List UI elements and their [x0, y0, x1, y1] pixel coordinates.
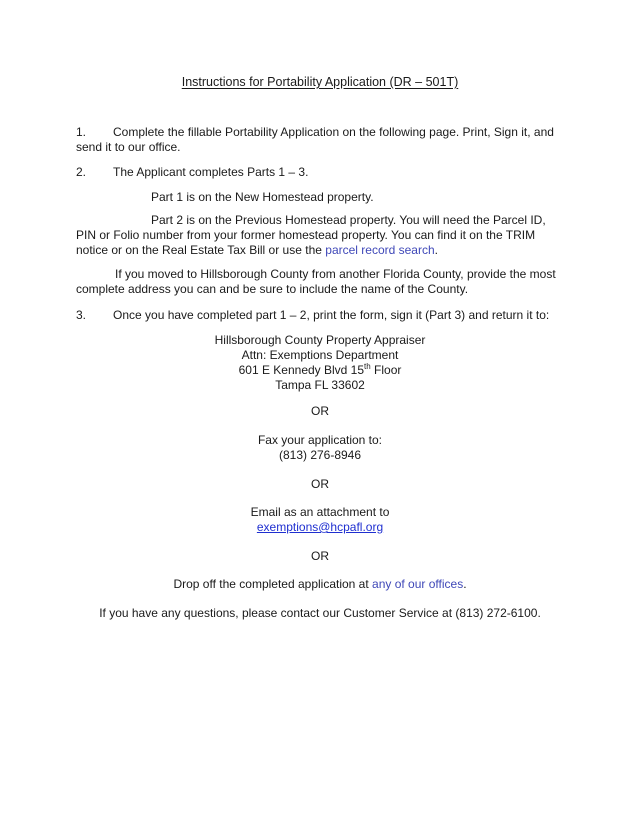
part-1-note — [76, 190, 566, 205]
step-2-number: 2. — [76, 165, 87, 179]
or-separator-2: OR — [311, 477, 329, 491]
part-2-note — [76, 213, 566, 258]
email-link[interactable]: exemptions@hcpafl.org — [256, 520, 384, 534]
or-separator-3: OR — [311, 549, 329, 563]
part-2-end: . — [434, 243, 438, 257]
parcel-record-search-link[interactable]: parcel record search — [325, 243, 435, 257]
step-1-number: 1. — [76, 125, 87, 139]
address-line-3: 601 E Kennedy Blvd 15th Floor — [238, 362, 402, 377]
fax-number: (813) 276-8946 — [278, 448, 362, 462]
email-section — [0, 505, 640, 535]
dropoff-end: . — [463, 577, 467, 591]
offices-link[interactable]: any of our offices — [372, 577, 464, 591]
step-1 — [76, 125, 566, 155]
address-line-4: Tampa FL 33602 — [275, 378, 365, 392]
moved-county-note — [76, 267, 566, 297]
document-title: Instructions for Portability Application (DR – 501T) — [181, 75, 459, 89]
address-line-1: Hillsborough County Property Appraiser — [214, 333, 426, 347]
step-3 — [76, 308, 566, 323]
part-2-text: Part 2 is on the Previous Homestead property. You will need the Parcel ID, PIN or Folio number from your former homestead property. You can find it on the TRIM notice or on the Real Estate Tax Bill or use the — [76, 213, 546, 257]
email-label: Email as an attachment to — [250, 505, 390, 519]
questions-note: If you have any questions, please contact our Customer Service at (813) 272-6100. — [99, 606, 541, 620]
fax-section — [0, 433, 640, 463]
mailing-address — [0, 333, 640, 393]
address-line-2: Attn: Exemptions Department — [241, 348, 399, 362]
step-3-number: 3. — [76, 308, 87, 322]
fax-label: Fax your application to: — [257, 433, 383, 447]
moved-county-text: If you moved to Hillsborough County from another Florida County, provide the most complete address you can and be sure to include the name of the County. — [76, 267, 556, 296]
step-3-text: Once you have completed part 1 – 2, print the form, sign it (Part 3) and return it to: — [113, 308, 550, 322]
step-2 — [76, 165, 566, 180]
part-1-text: Part 1 is on the New Homestead property. — [151, 190, 374, 204]
step-2-text: The Applicant completes Parts 1 – 3. — [113, 165, 309, 179]
step-1-text: Complete the fillable Portability Application on the following page. Print, Sign it, and send it to our office. — [76, 125, 554, 154]
dropoff-text: Drop off the completed application at — [173, 577, 369, 591]
dropoff-note — [0, 577, 640, 592]
or-separator-1: OR — [311, 404, 329, 418]
